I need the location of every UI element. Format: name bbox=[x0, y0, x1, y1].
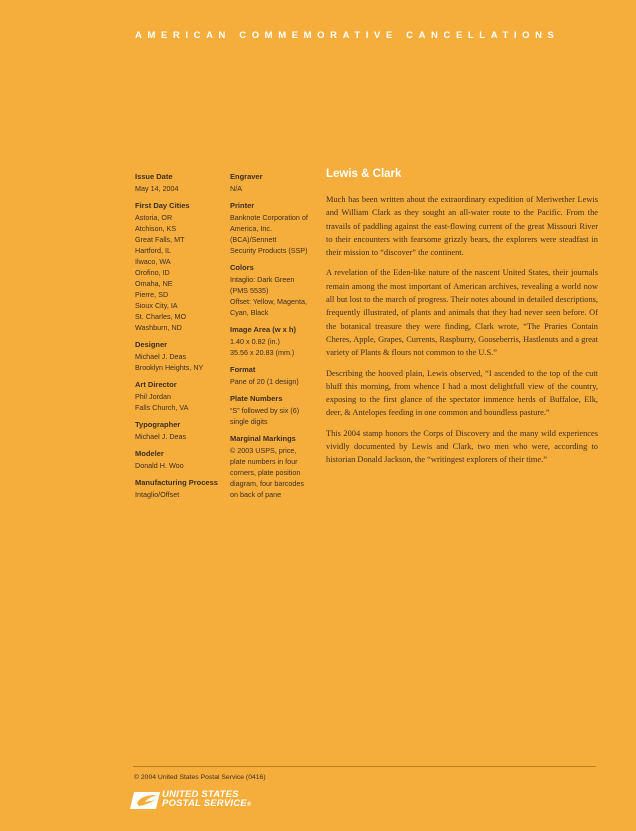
info-value: Omaha, NE bbox=[135, 279, 173, 288]
info-group bbox=[230, 365, 316, 387]
info-group bbox=[230, 325, 316, 358]
info-value: Banknote Corporation of bbox=[230, 213, 308, 222]
info-label: Printer bbox=[230, 201, 255, 210]
usps-logo bbox=[130, 790, 251, 810]
info-value: Falls Church, VA bbox=[135, 403, 189, 412]
info-value: (PMS 5535) bbox=[230, 286, 269, 295]
info-value: Cyan, Black bbox=[230, 308, 269, 317]
info-value: Washburn, ND bbox=[135, 323, 182, 332]
info-value: Intaglio/Offset bbox=[135, 490, 180, 499]
info-value: Security Products (SSP) bbox=[230, 246, 308, 255]
info-label: Engraver bbox=[230, 172, 263, 181]
article-paragraph: Describing the hooved plain, Lewis observed, “I ascended to the top of the cutt bluff this morning, from whence I had a most delightfull view of the country, exposing to the first glance of the spectator immence herds of Buffaloe, Elk, deer, & Antelopes feeding in one common and boundless pasture.” bbox=[326, 368, 598, 418]
info-value: Pierre, SD bbox=[135, 290, 169, 299]
info-value: May 14, 2004 bbox=[135, 184, 179, 193]
registered-mark: ® bbox=[246, 802, 252, 808]
logo-line-1: UNITED STATES bbox=[162, 789, 239, 800]
article-paragraph: Much has been written about the extraordinary expedition of Meriwether Lewis and William Clark as they sought an all-water route to the Pacific. From the travails of paddling against the east-flowing current of the great Missouri River to their encounters with fearsome grizzly bears, the explorers were steadfast in their mission to “discover” the continent. bbox=[326, 195, 598, 258]
info-group bbox=[230, 434, 316, 500]
article-paragraph: A revelation of the Eden-like nature of the nascent United States, their journals remain among the most important of American archives, revealing a world now all but lost to the march of progress. Their notes abound in detailed descriptions, frequently illustrated, of plants and animals that they had never seen before. Of the botanical treasure they were finding, Clark wrote, “The Praries Contain Cheres, Apple, Grapes, Currents, Raspburry, Gooseberris, Hastlenuts and a great variety of Plants & flours not common to the U.S.” bbox=[326, 268, 598, 358]
info-group bbox=[135, 449, 225, 471]
footer-divider bbox=[133, 766, 596, 767]
info-label: Art Director bbox=[135, 380, 177, 389]
info-value: single digits bbox=[230, 417, 268, 426]
info-label: Manufacturing Process bbox=[135, 478, 218, 487]
info-label: First Day Cities bbox=[135, 201, 190, 210]
info-label: Issue Date bbox=[135, 172, 173, 181]
info-group bbox=[135, 201, 225, 333]
info-value: Pane of 20 (1 design) bbox=[230, 377, 299, 386]
info-value: Michael J. Deas bbox=[135, 352, 187, 361]
info-value: Ilwaco, WA bbox=[135, 257, 171, 266]
info-label: Format bbox=[230, 365, 256, 374]
left-info-column bbox=[135, 172, 225, 507]
info-group bbox=[230, 394, 316, 427]
info-value: Atchison, KS bbox=[135, 224, 177, 233]
info-label: Image Area (w x h) bbox=[230, 325, 296, 334]
info-value: N/A bbox=[230, 184, 242, 193]
info-value: plate numbers in four bbox=[230, 457, 298, 466]
info-value: Sioux City, IA bbox=[135, 301, 178, 310]
info-value: “S” followed by six (6) bbox=[230, 406, 300, 415]
info-group bbox=[135, 380, 225, 413]
info-value: diagram, four barcodes bbox=[230, 479, 304, 488]
info-group bbox=[135, 172, 225, 194]
eagle-icon bbox=[130, 791, 160, 810]
info-value: America, Inc. (BCA)/Sennett bbox=[230, 224, 277, 244]
info-value: Orofino, ID bbox=[135, 268, 170, 277]
info-group bbox=[230, 263, 316, 318]
info-value: Michael J. Deas bbox=[135, 432, 187, 441]
article-title: Lewis & Clark bbox=[326, 168, 402, 180]
article bbox=[326, 168, 598, 474]
info-group bbox=[135, 340, 225, 373]
usps-wordmark bbox=[162, 790, 251, 810]
middle-info-column bbox=[230, 172, 316, 507]
info-label: Marginal Markings bbox=[230, 434, 296, 443]
info-value: Hartford, IL bbox=[135, 246, 171, 255]
info-value: Donald H. Woo bbox=[135, 461, 184, 470]
info-label: Modeler bbox=[135, 449, 164, 458]
info-group bbox=[135, 420, 225, 442]
info-group bbox=[135, 478, 225, 500]
info-label: Colors bbox=[230, 263, 254, 272]
info-label: Typographer bbox=[135, 420, 181, 429]
info-value: Phil Jordan bbox=[135, 392, 171, 401]
page-header: AMERICAN COMMEMORATIVE CANCELLATIONS bbox=[135, 30, 560, 41]
info-label: Plate Numbers bbox=[230, 394, 283, 403]
copyright-notice: © 2004 United States Postal Service (0416) bbox=[134, 774, 266, 781]
logo-line-2: POSTAL SERVICE bbox=[162, 798, 247, 809]
info-value: 1.40 x 0.82 (in.) bbox=[230, 337, 280, 346]
info-value: corners, plate position bbox=[230, 468, 301, 477]
info-value: Great Falls, MT bbox=[135, 235, 185, 244]
info-value: 35.56 x 20.83 (mm.) bbox=[230, 348, 295, 357]
info-value: St. Charles, MO bbox=[135, 312, 187, 321]
info-group bbox=[230, 172, 316, 194]
info-value: Offset: Yellow, Magenta, bbox=[230, 297, 307, 306]
info-value: © 2003 USPS, price, bbox=[230, 446, 297, 455]
info-value: Intaglio: Dark Green bbox=[230, 275, 295, 284]
info-value: on back of pane bbox=[230, 490, 282, 499]
info-value: Astoria, OR bbox=[135, 213, 173, 222]
info-group bbox=[230, 201, 316, 256]
info-label: Designer bbox=[135, 340, 168, 349]
info-value: Brooklyn Heights, NY bbox=[135, 363, 204, 372]
article-paragraph: This 2004 stamp honors the Corps of Discovery and the many wild experiences vividly documented by Lewis and Clark, two men who were, according to historian Donald Jackson, the “writingest explorers of their time.” bbox=[326, 428, 598, 465]
